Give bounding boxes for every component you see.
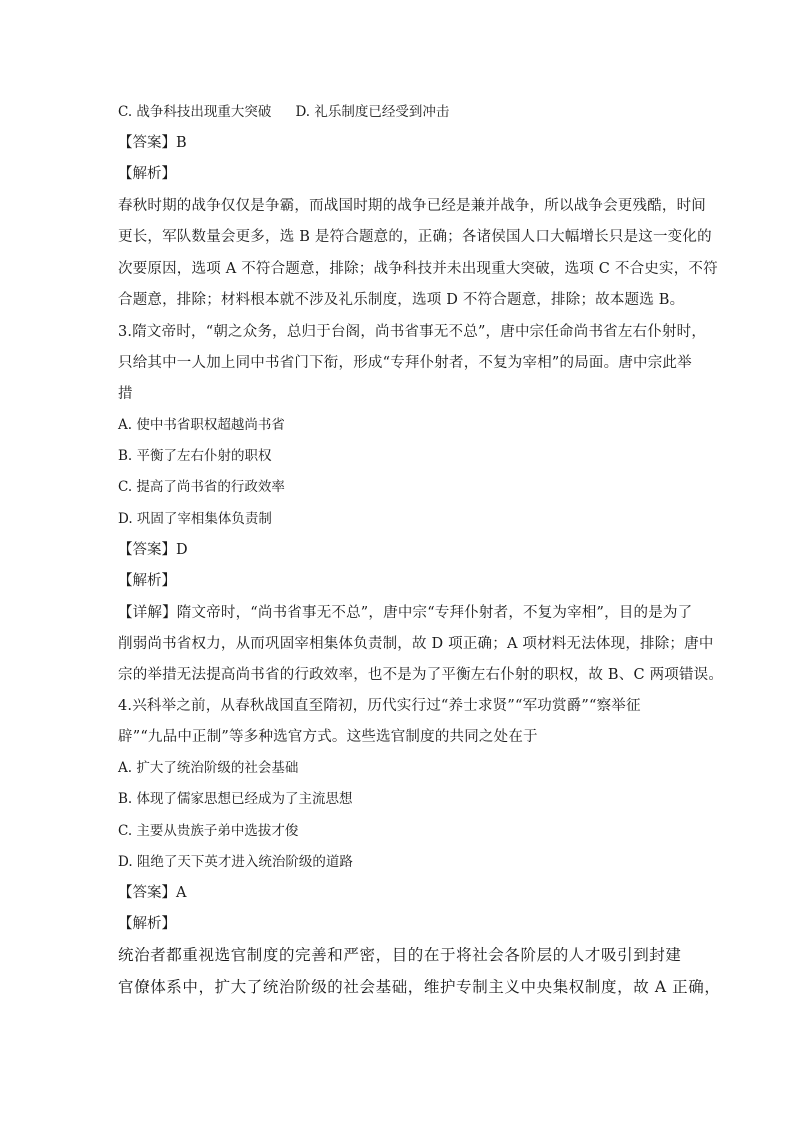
q2-option-c: C. 战争科技出现重大突破 bbox=[118, 104, 272, 120]
q3-stem-line: 措 bbox=[118, 386, 133, 402]
q2-analysis-line: 春秋时期的战争仅仅是争霸，而战国时期的战争已经是兼并战争，所以战争会更残酷，时间 bbox=[118, 198, 706, 214]
q4-option-b: B. 体现了儒家思想已经成为了主流思想 bbox=[118, 791, 353, 807]
q3-analysis-line: 削弱尚书省权力，从而巩固宰相集体负责制，故 D 项正确；A 项材料无法体现，排除；唐中 bbox=[118, 636, 714, 652]
q3-option-b: B. 平衡了左右仆射的职权 bbox=[118, 448, 272, 464]
q3-analysis-line: 【详解】隋文帝时，“尚书省事无不总”，唐中宗“专拜仆射者，不复为宰相”，目的是为了 bbox=[118, 605, 693, 621]
q3-answer: 【答案】D bbox=[118, 542, 188, 558]
q3-stem-line: 只给其中一人加上同中书省门下衔，形成“专拜仆射者，不复为宰相”的局面。唐中宗此举 bbox=[118, 355, 692, 371]
q2-analysis-line: 更长，军队数量会更多，选 B 是符合题意的，正确；各诸侯国人口大幅增长只是这一变化的 bbox=[118, 229, 712, 245]
q4-option-a: A. 扩大了统治阶级的社会基础 bbox=[118, 760, 299, 776]
q2-options-cd bbox=[118, 101, 449, 123]
q2-analysis-line: 次要原因，选项 A 不符合题意，排除；战争科技并未出现重大突破，选项 C 不合史实，不符 bbox=[118, 261, 718, 277]
q2-answer: 【答案】B bbox=[118, 135, 187, 151]
q2-option-d: D. 礼乐制度已经受到冲击 bbox=[295, 104, 450, 120]
q3-analysis-line: 宗的举措无法提高尚书省的行政效率，也不是为了平衡左右仆射的职权，故 B、C 两项错误。 bbox=[118, 667, 724, 683]
q4-option-c: C. 主要从贵族子弟中选拔才俊 bbox=[118, 823, 299, 839]
q3-stem-line: 3.隋文帝时，“朝之众务，总归于台阁，尚书省事无不总”，唐中宗任命尚书省左右仆射时， bbox=[118, 324, 707, 340]
q4-answer: 【答案】A bbox=[118, 885, 187, 901]
q4-analysis-label: 【解析】 bbox=[118, 916, 176, 932]
q3-analysis-label: 【解析】 bbox=[118, 573, 176, 589]
q2-analysis-label: 【解析】 bbox=[118, 166, 176, 182]
q4-stem-line: 4.兴科举之前，从春秋战国直至隋初，历代实行过“养士求贤”“军功赏爵”“察举征 bbox=[118, 698, 641, 714]
q4-analysis-line: 统治者都重视选官制度的完善和严密，目的在于将社会各阶层的人才吸引到封建 bbox=[118, 946, 682, 964]
q4-analysis-line: 官僚体系中，扩大了统治阶级的社会基础，维护专制主义中央集权制度，故 A 正确， bbox=[118, 978, 721, 996]
q3-option-c: C. 提高了尚书省的行政效率 bbox=[118, 479, 285, 495]
q4-stem-line: 辟”“九品中正制”等多种选官方式。这些选官制度的共同之处在于 bbox=[118, 729, 538, 745]
q2-analysis-line: 合题意，排除；材料根本就不涉及礼乐制度，选项 D 不符合题意，排除；故本题选 B。 bbox=[118, 292, 685, 308]
q3-option-a: A. 使中书省职权超越尚书省 bbox=[118, 417, 285, 433]
q4-option-d: D. 阻绝了天下英才进入统治阶级的道路 bbox=[118, 854, 353, 870]
q3-option-d: D. 巩固了宰相集体负责制 bbox=[118, 511, 272, 527]
